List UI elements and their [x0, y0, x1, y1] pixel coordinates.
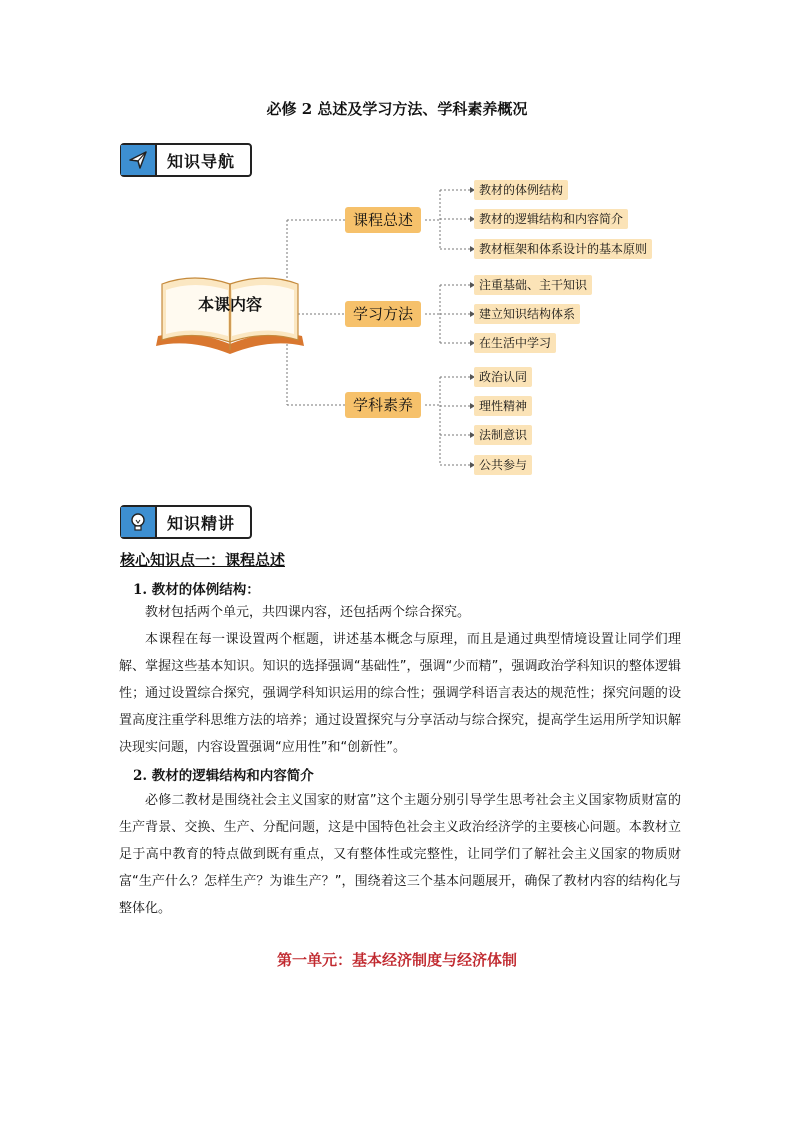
- paragraph: 本课程在每一课设置两个框题，讲述基本概念与原理，而且是通过典型情境设置让同学们理解、掌握这些基本知识。知识的选择强调“基础性”，强调“少而精”，强调政治学科知识的整体逻辑性；通过设置综合探究，强调学科知识运用的综合性；强调学科语言表达的规范性；探究问题的设置高度注重学科思维方法的培养；通过设置探究与分享活动与综合探究，提高学生运用所学知识解决现实问题，内容设置强调“应用性”和“创新性”。: [119, 632, 681, 755]
- subsection-title: 2. 教材的逻辑结构和内容简介: [133, 768, 314, 784]
- lightbulb-icon: [121, 507, 157, 537]
- mindmap-leaf: 教材的体例结构: [474, 180, 568, 200]
- subsection-body: [119, 787, 681, 922]
- knowledge-navigation-label: 知识导航: [167, 151, 236, 171]
- mindmap-leaf: 教材的逻辑结构和内容简介: [474, 209, 628, 229]
- category-subject-literacy: 学科素养: [345, 392, 421, 418]
- mindmap-leaf: 在生活中学习: [474, 333, 556, 353]
- subsection-title: 1. 教材的体例结构：: [133, 582, 260, 598]
- subsection-body: [119, 599, 681, 761]
- page-title: 必修 2 总述及学习方法、学科素养概况: [266, 100, 528, 118]
- core-point-title: 核心知识点一：课程总述: [120, 551, 286, 569]
- mindmap-leaf: 公共参与: [474, 455, 532, 475]
- mindmap-root: 本课内容: [197, 295, 262, 314]
- mindmap-leaf: 建立知识结构体系: [474, 304, 580, 324]
- paragraph: 教材包括两个单元，共四课内容，还包括两个综合探究。: [145, 605, 471, 620]
- mindmap-leaf: 政治认同: [474, 367, 532, 387]
- knowledge-lecture-label: 知识精讲: [167, 513, 236, 533]
- mindmap-leaf: 注重基础、主干知识: [474, 275, 592, 295]
- category-course-overview: 课程总述: [345, 207, 421, 233]
- unit-title: 第一单元：基本经济制度与经济体制: [276, 951, 517, 969]
- mindmap-leaf: 理性精神: [474, 396, 532, 416]
- mindmap-leaf: 法制意识: [474, 425, 532, 445]
- category-study-methods: 学习方法: [345, 301, 421, 327]
- knowledge-lecture-header: [120, 505, 252, 539]
- mindmap-leaf: 教材框架和体系设计的基本原则: [474, 239, 652, 259]
- paragraph: 必修二教材是围绕社会主义国家的财富”这个主题分别引导学生思考社会主义国家物质财富的生产背景、交换、生产、分配问题，这是中国特色社会主义政治经济学的主要核心问题。本教材立足于高中教育的特点做到既有重点，又有整体性或完整性，让同学们了解社会主义国家的物质财富“生产什么？怎样生产？为谁生产？”，围绕着这三个基本问题展开，确保了教材内容的结构化与整体化。: [119, 793, 681, 916]
